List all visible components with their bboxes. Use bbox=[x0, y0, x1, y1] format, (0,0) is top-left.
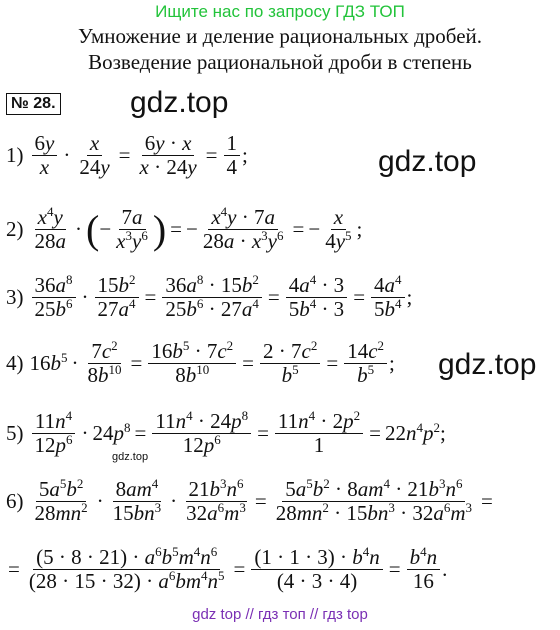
equation-1: 1) $\frac{6y}{x}$ · $\frac{x}{24y}$ = $\frac{6y \cdot x}{x \cdot 24y}$ = $\frac{1}{4}$ ; bbox=[6, 131, 248, 180]
watermark: gdz.top bbox=[112, 451, 149, 463]
heading-line-2: Возведение рациональной дроби в степень bbox=[88, 50, 472, 74]
heading-line-1: Умножение и деление рациональных дробей. bbox=[77, 24, 483, 48]
equation-3: 3) $\frac{36a^8}{25b^6}$ · $\frac{15b^2}{27a^4}$ = $\frac{36a^8 \cdot 15b^2}{25b^6 \cdot 27a^4}$ = $\frac{4a^4 \cdot 3}{5b^4 \cdot 3}$ = $\frac{4a^4}{5b^4}$ ; bbox=[6, 272, 413, 322]
watermark: gdz.top bbox=[438, 348, 537, 381]
equation-4: 4) $16b^5$ · $\frac{7c^2}{8b^{10}}$ = $\frac{16b^5 \cdot 7c^2}{8b^{10}}$ = $\frac{2 \cdot 7c^2}{b^5}$ = $\frac{14c^2}{b^5}$ ; bbox=[6, 338, 395, 388]
equation-5: 5) $\frac{11n^4}{12p^6}$ · $24p^8$ = $\frac{11n^4 \cdot 24p^8}{12p^6}$ = $\frac{11n^4 \cdot 2p^2}{1}$ = $22n^4p^2$; bbox=[6, 408, 446, 458]
search-hint-link[interactable]: Ищите нас по запросу ГДЗ ТОП bbox=[155, 2, 405, 21]
equation-2: 2) $\frac{x^4y}{28a}$ · ( − $\frac{7a}{x^3y^6}$ ) = − $\frac{x^4y \cdot 7a}{28a \cdot x^3y^6}$ = − $\frac{x}{4y^5}$ ; bbox=[6, 204, 363, 254]
equation-6-line-2: = $\frac{(5 \cdot 8 \cdot 21) \cdot a^6b^5m^4n^6}{(28 \cdot 15 \cdot 32) \cdot a^6bm^4n^5}$ = $\frac{(1 \cdot 1 \cdot 3) \cdot b^4n}{(4 \cdot 3 \cdot 4)}$ = $\frac{b^4n}{16}$ . bbox=[8, 544, 448, 594]
footer-watermark: gdz top // гдз топ // гдз top bbox=[192, 606, 368, 623]
watermark: gdz.top bbox=[130, 86, 229, 119]
equation-6-line-1: 6) $\frac{5a^5b^2}{28mn^2}$ · $\frac{8am^4}{15bn^3}$ · $\frac{21b^3n^6}{32a^6m^3}$ = $\frac{5a^5b^2 \cdot 8am^4 \cdot 21b^3n^6}{28mn^2 \cdot 15bn^3 \cdot 32a^6m^3}$ = bbox=[6, 476, 493, 526]
watermark: gdz.top bbox=[378, 145, 477, 178]
task-number: № 28. bbox=[6, 93, 61, 115]
